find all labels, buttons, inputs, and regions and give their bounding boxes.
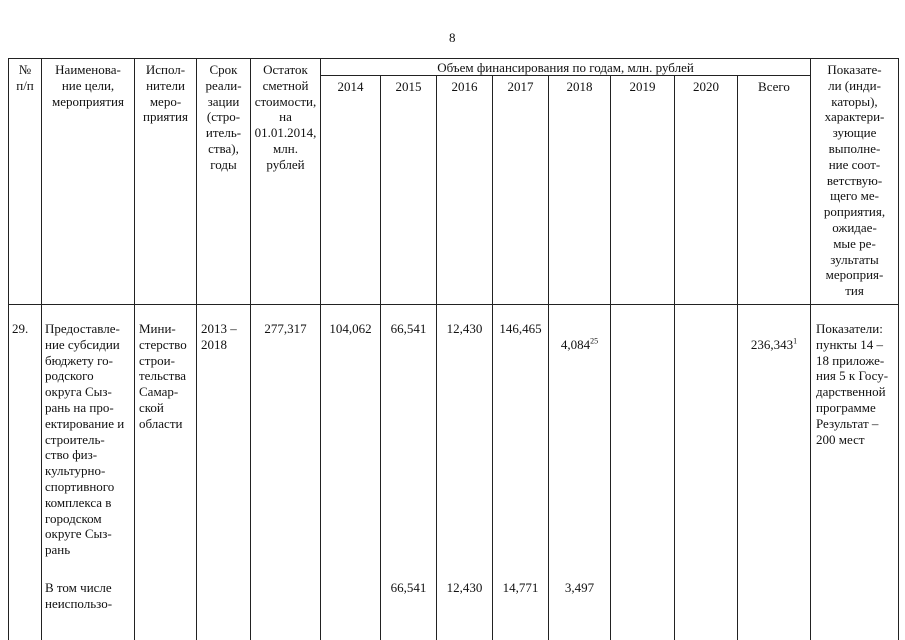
row-29-2017: 146,465 — [499, 321, 542, 336]
column-divider — [380, 75, 381, 640]
column-divider — [41, 58, 42, 640]
column-divider — [674, 75, 675, 640]
row-29-executor: Мини- стерство строи- тельства Самар- ской области — [139, 321, 187, 431]
header-num: № п/п — [16, 62, 34, 93]
row-29-name: Предоставле- ние субсидии бюджету го- родского округа Сыз- рань на про- ектирование и строитель- ство физ- культурно- спортивного комплекса в городском округе Сыз- рань — [45, 321, 125, 558]
header-total: Всего — [758, 79, 790, 94]
column-divider — [737, 75, 738, 640]
column-divider — [492, 75, 493, 640]
row-29-2014: 104,062 — [329, 321, 372, 336]
row-29-number: 29. — [12, 321, 29, 336]
header-year-2014: 2014 — [337, 79, 364, 94]
header-term: Срок реали- зации (стро- итель- ства), годы — [205, 62, 242, 172]
row-29-total — [738, 321, 810, 353]
row-29-indicators: Показатели: пункты 14 – 18 приложе- ния 5 к Госу- дарственной программе Результат – 200 мест — [816, 321, 889, 447]
column-divider — [134, 58, 135, 640]
header-year-2020: 2020 — [693, 79, 719, 94]
header-year-2016: 2016 — [451, 79, 478, 94]
row-29-term: 2013 – 2018 — [201, 321, 237, 352]
column-divider — [8, 58, 9, 640]
header-year-2015: 2015 — [395, 79, 422, 94]
row-29-remaining: 277,317 — [264, 321, 307, 336]
header-year-2019: 2019 — [629, 79, 656, 94]
column-divider — [610, 75, 611, 640]
column-divider — [898, 58, 899, 640]
subrow-including-2018: 3,497 — [564, 580, 595, 595]
subrow-including-name: В том числе неиспользо- — [45, 580, 113, 611]
row-29-2015: 66,541 — [390, 321, 427, 336]
column-divider — [436, 75, 437, 640]
header-indicators: Показате- ли (инди- каторы), характери- зующие выполне- ние соот- ветствую- щего ме- роприятия, ожидае- мые ре- зультаты мероприя- тия — [823, 62, 886, 299]
row-29-2018-value: 4,084 — [560, 336, 591, 352]
subrow-including-2015: 66,541 — [390, 580, 427, 595]
header-remaining: Остаток сметной стоимости, на 01.01.2014, млн. рублей — [254, 62, 317, 172]
column-divider — [548, 75, 549, 640]
header-bottom-border — [8, 304, 898, 305]
subrow-including-2017: 14,771 — [502, 580, 539, 595]
row-29-total-value: 236,343 — [750, 336, 794, 352]
column-divider — [320, 58, 321, 640]
table-top-border — [8, 58, 898, 59]
row-29-total-footnote: 1 — [793, 336, 798, 346]
header-name: Наименова- ние цели, мероприятия — [51, 62, 124, 109]
row-29-2018 — [549, 321, 610, 353]
subrow-including-2016: 12,430 — [446, 580, 483, 595]
header-executors: Испол- нители меро- приятия — [142, 62, 188, 125]
header-year-2017: 2017 — [507, 79, 534, 94]
header-financing-group: Объем финансирования по годам, млн. рублей — [437, 60, 694, 75]
page-number: 8 — [449, 30, 456, 45]
row-29-2018-footnote: 25 — [590, 336, 599, 346]
row-29-2016: 12,430 — [446, 321, 483, 336]
header-year-2018: 2018 — [566, 79, 593, 94]
